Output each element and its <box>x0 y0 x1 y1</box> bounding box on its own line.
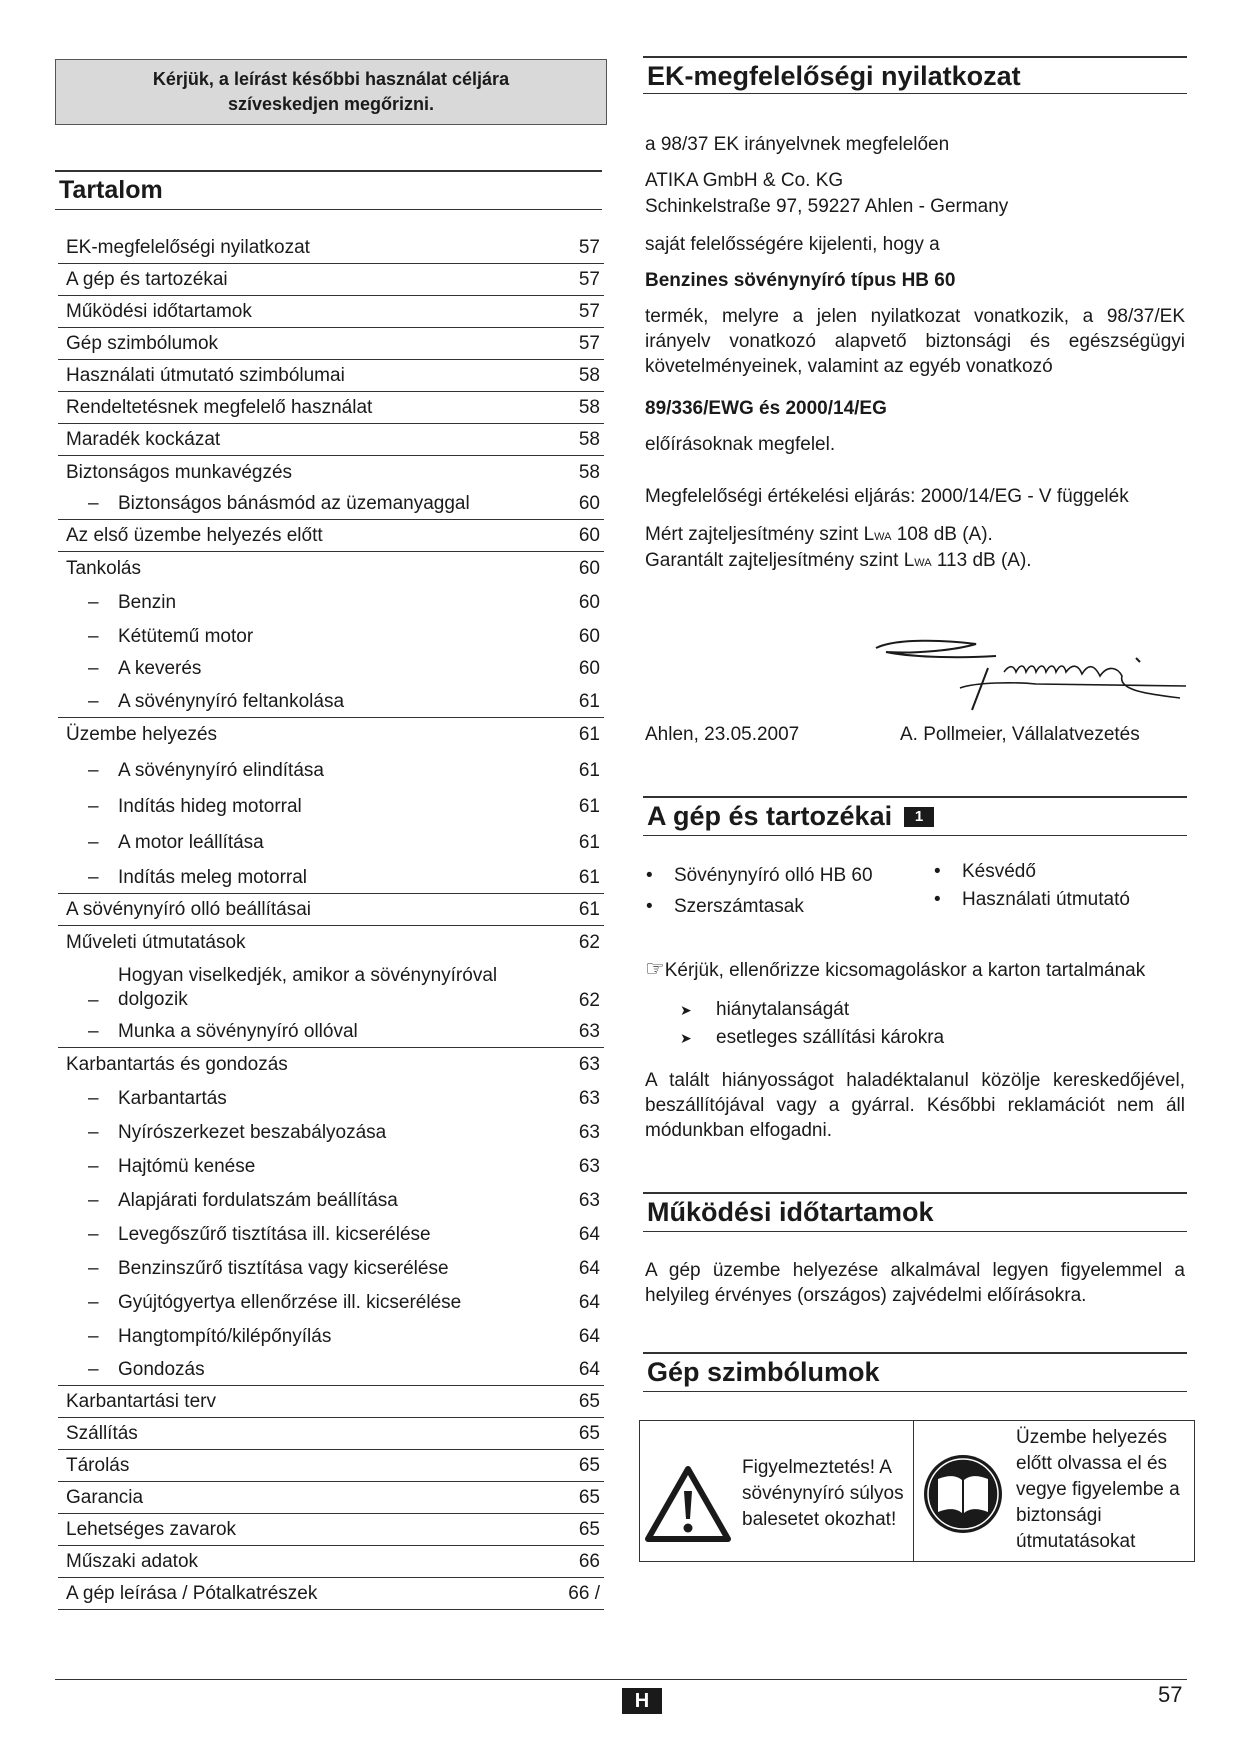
check-note-text: Kérjük, ellenőrizze kicsomagoláskor a karton tartalmának <box>664 960 1146 981</box>
toc-entry-page: 62 <box>578 990 600 1011</box>
toc-dash-icon: – <box>88 796 99 817</box>
toc-entry-page: 60 <box>578 626 600 647</box>
table-of-contents <box>58 232 604 1610</box>
arrow-bullet-icon: ➤ <box>680 1002 692 1018</box>
accessories-list-right <box>962 858 1130 914</box>
declaration-directives: 89/336/EWG és 2000/14/EG <box>645 398 887 419</box>
declaration-body: termék, melyre a jelen nyilatkozat vonatkozik, a 98/37/EK irányelv vonatkozó alapvető biztonsági és egészségügyi követelményeinek, valamint az egyéb vonatkozó <box>645 306 1185 377</box>
toc-entry <box>58 958 604 1016</box>
toc-entry <box>58 858 604 894</box>
toc-entry-label: Gyújtógyertya ellenőrzése ill. kicserélése <box>118 1292 462 1313</box>
toc-dash-icon: – <box>88 1224 99 1245</box>
toc-entry-label: Rendeltetésnek megfelelő használat <box>66 397 373 418</box>
toc-entry <box>58 926 604 958</box>
footer-divider <box>55 1679 1187 1680</box>
toc-entry <box>58 424 604 456</box>
toc-entry-page: 61 <box>578 724 600 745</box>
toc-entry <box>58 1514 604 1546</box>
figure-badge: 1 <box>904 807 934 827</box>
toc-entry-label: Munka a sövénynyíró ollóval <box>118 1021 358 1042</box>
toc-entry-page: 64 <box>578 1359 600 1380</box>
toc-dash-icon: – <box>88 1156 99 1177</box>
toc-dash-icon: – <box>88 1122 99 1143</box>
toc-entry-page: 61 <box>578 899 600 920</box>
list-item: • Használati útmutató <box>962 886 1130 914</box>
toc-entry-label: Alapjárati fordulatszám beállítása <box>118 1190 398 1211</box>
toc-dash-icon: – <box>88 832 99 853</box>
toc-entry <box>58 392 604 424</box>
toc-entry <box>58 1284 604 1318</box>
toc-entry <box>58 296 604 328</box>
declaration-product: Benzines sövénynyíró típus HB 60 <box>645 270 956 291</box>
notice-text: Kérjük, a leírást későbbi használat céljára szíveskedjen megőrizni. <box>152 69 510 114</box>
warning-triangle-icon <box>644 1465 732 1543</box>
toc-entry-label: Biztonságos bánásmód az üzemanyaggal <box>118 493 470 514</box>
toc-entry-page: 66 / <box>568 1583 600 1604</box>
symbols-title <box>643 1352 1187 1392</box>
signatory: A. Pollmeier, Vállalatvezetés <box>900 724 1140 745</box>
toc-title <box>55 170 602 210</box>
toc-entry-page: 65 <box>578 1519 600 1540</box>
toc-entry-page: 64 <box>578 1258 600 1279</box>
toc-entry-label: Levegőszűrő tisztítása ill. kicserélése <box>118 1224 431 1245</box>
toc-entry-page: 63 <box>578 1054 600 1075</box>
toc-entry-label: Az első üzembe helyezés előtt <box>66 525 323 546</box>
place-date: Ahlen, 23.05.2007 <box>645 724 800 745</box>
toc-entry-page: 65 <box>578 1455 600 1476</box>
toc-entry-label: A keverés <box>118 658 202 679</box>
check-note <box>645 956 1185 983</box>
read-manual-icon <box>922 1453 1004 1535</box>
toc-dash-icon: – <box>88 1258 99 1279</box>
toc-entry <box>58 552 604 584</box>
warning-text: Figyelmeztetés! A sövénynyíró súlyos balesetet okozhat! <box>742 1457 904 1530</box>
toc-entry <box>58 1418 604 1450</box>
toc-entry-page: 61 <box>578 760 600 781</box>
list-item: ➤ esetleges szállítási károkra <box>682 1024 944 1052</box>
toc-entry <box>58 488 604 520</box>
toc-entry <box>58 1546 604 1578</box>
toc-entry-label: A sövénynyíró olló beállításai <box>66 899 312 920</box>
toc-entry-page: 61 <box>578 796 600 817</box>
toc-entry-page: 64 <box>578 1292 600 1313</box>
toc-dash-icon: – <box>88 592 99 613</box>
toc-entry-page: 63 <box>578 1122 600 1143</box>
toc-entry <box>58 750 604 786</box>
toc-entry-label: Tankolás <box>66 558 141 579</box>
toc-entry-page: 63 <box>578 1088 600 1109</box>
declaration-title-text: EK-megfelelőségi nyilatkozat <box>647 61 1021 91</box>
toc-entry-label: Működési időtartamok <box>66 301 252 322</box>
toc-dash-icon: – <box>88 1359 99 1380</box>
signature-image <box>856 636 1192 712</box>
toc-entry-label: Kétütemű motor <box>118 626 254 647</box>
symbols-title-text: Gép szimbólumok <box>647 1357 880 1387</box>
toc-entry <box>58 1148 604 1182</box>
measured-noise: Mért zajteljesítmény szint LWA 108 dB (A). <box>645 524 993 545</box>
toc-entry <box>58 520 604 552</box>
operating-times-text: A gép üzembe helyezése alkalmával legyen figyelemmel a helyileg érvényes (országos) zajvédelmi előírásokra. <box>645 1260 1185 1306</box>
accessories-title <box>643 796 1187 836</box>
toc-entry <box>58 684 604 718</box>
toc-entry-label: Szállítás <box>66 1423 138 1444</box>
toc-entry-label: Műszaki adatok <box>66 1551 199 1572</box>
toc-entry-label: Hangtompító/kilépőnyílás <box>118 1326 332 1347</box>
toc-entry <box>58 1250 604 1284</box>
declaration-procedure: Megfelelőségi értékelési eljárás: 2000/14/EG - V függelék <box>645 486 1129 507</box>
toc-entry-label: A motor leállítása <box>118 832 264 853</box>
toc-entry-page: 57 <box>578 301 600 322</box>
toc-dash-icon: – <box>88 493 99 514</box>
toc-dash-icon: – <box>88 1021 99 1042</box>
toc-entry <box>58 894 604 926</box>
toc-entry-label: Gondozás <box>118 1359 205 1380</box>
toc-entry-page: 57 <box>578 269 600 290</box>
toc-entry-page: 58 <box>578 462 600 483</box>
toc-entry <box>58 1182 604 1216</box>
toc-entry <box>58 1482 604 1514</box>
toc-entry-label: Üzembe helyezés <box>66 724 218 745</box>
toc-entry <box>58 1318 604 1352</box>
toc-dash-icon: – <box>88 867 99 888</box>
toc-entry-page: 63 <box>578 1156 600 1177</box>
toc-entry-page: 61 <box>578 832 600 853</box>
toc-entry <box>58 618 604 652</box>
toc-entry <box>58 1016 604 1048</box>
toc-dash-icon: – <box>88 1292 99 1313</box>
toc-entry-page: 63 <box>578 1190 600 1211</box>
toc-entry-page: 65 <box>578 1487 600 1508</box>
toc-dash-icon: – <box>88 626 99 647</box>
toc-entry-page: 58 <box>578 365 600 386</box>
toc-entry <box>58 652 604 684</box>
toc-entry-page: 64 <box>578 1326 600 1347</box>
toc-entry-label: A sövénynyíró elindítása <box>118 760 324 781</box>
operating-times-title-text: Működési időtartamok <box>647 1197 934 1227</box>
toc-entry <box>58 1386 604 1418</box>
guaranteed-noise: Garantált zajteljesítmény szint LWA 113 dB (A). <box>645 550 1032 571</box>
toc-entry <box>58 456 604 488</box>
toc-entry-page: 65 <box>578 1423 600 1444</box>
symbols-table <box>639 1420 1195 1562</box>
toc-dash-icon: – <box>88 1190 99 1211</box>
toc-dash-icon: – <box>88 760 99 781</box>
company-name: ATIKA GmbH & Co. KG <box>645 170 844 191</box>
toc-entry <box>58 360 604 392</box>
toc-entry-label: Tárolás <box>66 1455 130 1476</box>
toc-entry-page: 60 <box>578 558 600 579</box>
toc-entry-label: Karbantartási terv <box>66 1391 216 1412</box>
toc-entry-page: 62 <box>578 932 600 953</box>
toc-entry <box>58 1450 604 1482</box>
toc-entry-label: Lehetséges zavarok <box>66 1519 237 1540</box>
toc-entry-label: A gép és tartozékai <box>66 269 228 290</box>
accessories-notice: A talált hiányosságot haladéktalanul közölje kereskedőjével, beszállítójával vagy a gyárral. Későbbi reklamációt nem áll módunkban elfogadni. <box>645 1070 1185 1141</box>
notice-box <box>55 59 607 125</box>
manual-symbol-cell <box>914 1421 1194 1561</box>
toc-entry-label: Karbantartás és gondozás <box>66 1054 288 1075</box>
toc-entry-label: Hogyan viselkedjék, amikor a sövénynyíróval dolgozik <box>118 965 498 1010</box>
declaration-declares: saját felelősségére kijelenti, hogy a <box>645 234 940 255</box>
country-code-badge: H <box>622 1688 662 1714</box>
toc-entry-label: Gép szimbólumok <box>66 333 219 354</box>
toc-entry-page: 58 <box>578 429 600 450</box>
toc-entry-page: 60 <box>578 493 600 514</box>
toc-entry <box>58 1080 604 1114</box>
toc-entry-label: Garancia <box>66 1487 144 1508</box>
warning-symbol-cell <box>640 1421 914 1561</box>
list-item: • Sövénynyíró olló HB 60 <box>674 860 873 891</box>
arrow-bullet-icon: ➤ <box>680 1030 692 1046</box>
list-item: • Késvédő <box>962 858 1130 886</box>
toc-entry-page: 61 <box>578 691 600 712</box>
toc-dash-icon: – <box>88 1326 99 1347</box>
toc-entry-label: Benzinszűrő tisztítása vagy kicserélése <box>118 1258 449 1279</box>
toc-entry <box>58 584 604 618</box>
toc-entry-label: EK-megfelelőségi nyilatkozat <box>66 237 310 258</box>
operating-times-title <box>643 1192 1187 1232</box>
accessories-title-text: A gép és tartozékai <box>647 801 893 831</box>
toc-entry-page: 65 <box>578 1391 600 1412</box>
toc-entry <box>58 1352 604 1386</box>
declaration-intro: a 98/37 EK irányelvnek megfelelően <box>645 134 950 155</box>
toc-dash-icon: – <box>88 990 99 1011</box>
company-address: Schinkelstraße 97, 59227 Ahlen - Germany <box>645 196 1009 217</box>
toc-entry-label: A gép leírása / Pótalkatrészek <box>66 1583 318 1604</box>
toc-entry <box>58 786 604 822</box>
declaration-complies: előírásoknak megfelel. <box>645 434 836 455</box>
toc-entry <box>58 328 604 360</box>
toc-entry-label: Használati útmutató szimbólumai <box>66 365 345 386</box>
declaration-title <box>643 56 1187 94</box>
toc-dash-icon: – <box>88 658 99 679</box>
toc-entry-page: 61 <box>578 867 600 888</box>
check-list <box>682 996 944 1052</box>
toc-entry <box>58 822 604 858</box>
toc-entry-page: 57 <box>578 237 600 258</box>
list-item: • Szerszámtasak <box>674 891 873 922</box>
toc-dash-icon: – <box>88 1088 99 1109</box>
toc-entry-label: Indítás hideg motorral <box>118 796 302 817</box>
manual-text: Üzembe helyezés előtt olvassa el és vegye figyelembe a biztonsági útmutatásokat <box>1016 1427 1180 1552</box>
toc-entry-label: Biztonságos munkavégzés <box>66 462 293 483</box>
toc-entry <box>58 1216 604 1250</box>
toc-entry-label: A sövénynyíró feltankolása <box>118 691 345 712</box>
toc-entry-page: 63 <box>578 1021 600 1042</box>
toc-dash-icon: – <box>88 691 99 712</box>
toc-entry <box>58 718 604 750</box>
toc-entry-page: 60 <box>578 525 600 546</box>
toc-entry-label: Nyírószerkezet beszabályozása <box>118 1122 387 1143</box>
toc-entry-page: 58 <box>578 397 600 418</box>
toc-entry <box>58 1048 604 1080</box>
page-number: 57 <box>1158 1682 1183 1707</box>
toc-entry-label: Hajtómü kenése <box>118 1156 256 1177</box>
list-item: ➤ hiánytalanságát <box>682 996 944 1024</box>
toc-entry-page: 66 <box>578 1551 600 1572</box>
toc-title-text: Tartalom <box>59 176 163 204</box>
accessories-list-left <box>674 860 873 922</box>
toc-entry <box>58 1114 604 1148</box>
toc-entry-page: 60 <box>578 592 600 613</box>
pointing-hand-icon: ☞ <box>645 956 665 981</box>
toc-entry-page: 57 <box>578 333 600 354</box>
toc-entry-label: Indítás meleg motorral <box>118 867 308 888</box>
toc-entry-page: 64 <box>578 1224 600 1245</box>
toc-entry <box>58 264 604 296</box>
toc-entry-label: Benzin <box>118 592 177 613</box>
toc-entry-label: Műveleti útmutatások <box>66 932 246 953</box>
toc-entry <box>58 232 604 264</box>
toc-entry-label: Karbantartás <box>118 1088 227 1109</box>
toc-entry-page: 60 <box>578 658 600 679</box>
toc-entry <box>58 1578 604 1610</box>
toc-entry-label: Maradék kockázat <box>66 429 221 450</box>
